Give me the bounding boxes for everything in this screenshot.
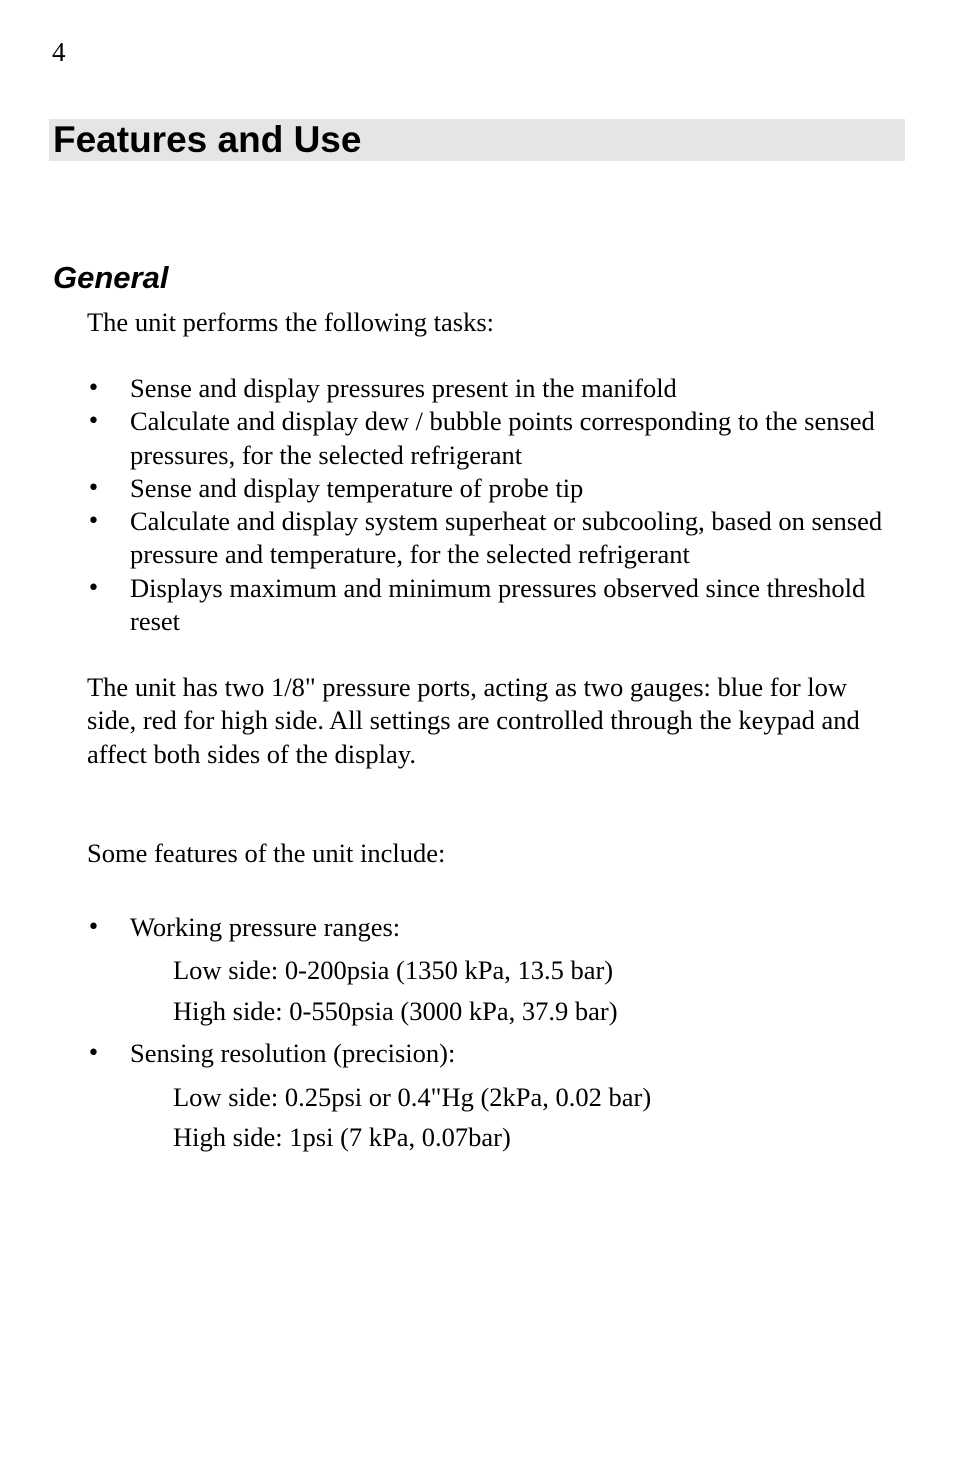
list-item (87, 372, 887, 405)
task-text: Calculate and display system superheat or subcooling, based on sensed pressure and temperature, for the selected refrigerant (130, 506, 883, 570)
feature-detail-list (130, 950, 887, 1031)
list-item (87, 505, 887, 572)
bullet-icon: • (87, 915, 100, 940)
subsection-title-general: General (53, 260, 169, 295)
bullet-icon: • (87, 509, 100, 535)
bullet-icon: • (87, 409, 100, 435)
feature-label: Working pressure ranges: (130, 912, 401, 942)
list-item (87, 472, 887, 505)
bullet-icon: • (87, 475, 100, 501)
feature-detail-line: High side: 1psi (7 kPa, 0.07bar) (173, 1122, 511, 1153)
feature-detail-line: Low side: 0-200psia (1350 kPa, 13.5 bar) (173, 955, 614, 986)
task-text: Displays maximum and minimum pressures observed since threshold reset (130, 572, 866, 637)
task-text: Sense and display temperature of probe tip (130, 472, 584, 503)
task-text: Sense and display pressures present in the manifold (130, 373, 677, 403)
list-item (87, 405, 887, 472)
tasks-list (87, 372, 887, 638)
features-intro-paragraph: Some features of the unit include: (87, 838, 446, 868)
feature-detail-line: Low side: 0.25psi or 0.4"Hg (2kPa, 0.02 bar) (173, 1081, 652, 1112)
bullet-icon: • (87, 376, 100, 401)
page-number: 4 (52, 37, 66, 67)
list-item (87, 1037, 887, 1157)
bullet-icon: • (87, 1041, 100, 1067)
list-item (87, 911, 887, 1031)
feature-label: Sensing resolution (precision): (130, 1038, 456, 1069)
list-item (87, 572, 887, 639)
bullet-icon: • (87, 575, 100, 601)
task-text: Calculate and display dew / bubble points corresponding to the sensed pressures, for the selected refrigerant (130, 406, 875, 470)
tasks-intro-paragraph: The unit performs the following tasks: (87, 307, 494, 337)
section-header-bar (49, 119, 905, 161)
section-title: Features and Use (53, 119, 362, 160)
features-list (87, 911, 887, 1164)
pressure-ports-paragraph: The unit has two 1/8" pressure ports, acting as two gauges: blue for low side, red for high side. All settings are controlled through the keypad and affect both sides of the display. (87, 672, 860, 769)
feature-detail-line: High side: 0-550psia (3000 kPa, 37.9 bar) (173, 995, 618, 1026)
feature-detail-list (130, 1077, 887, 1158)
